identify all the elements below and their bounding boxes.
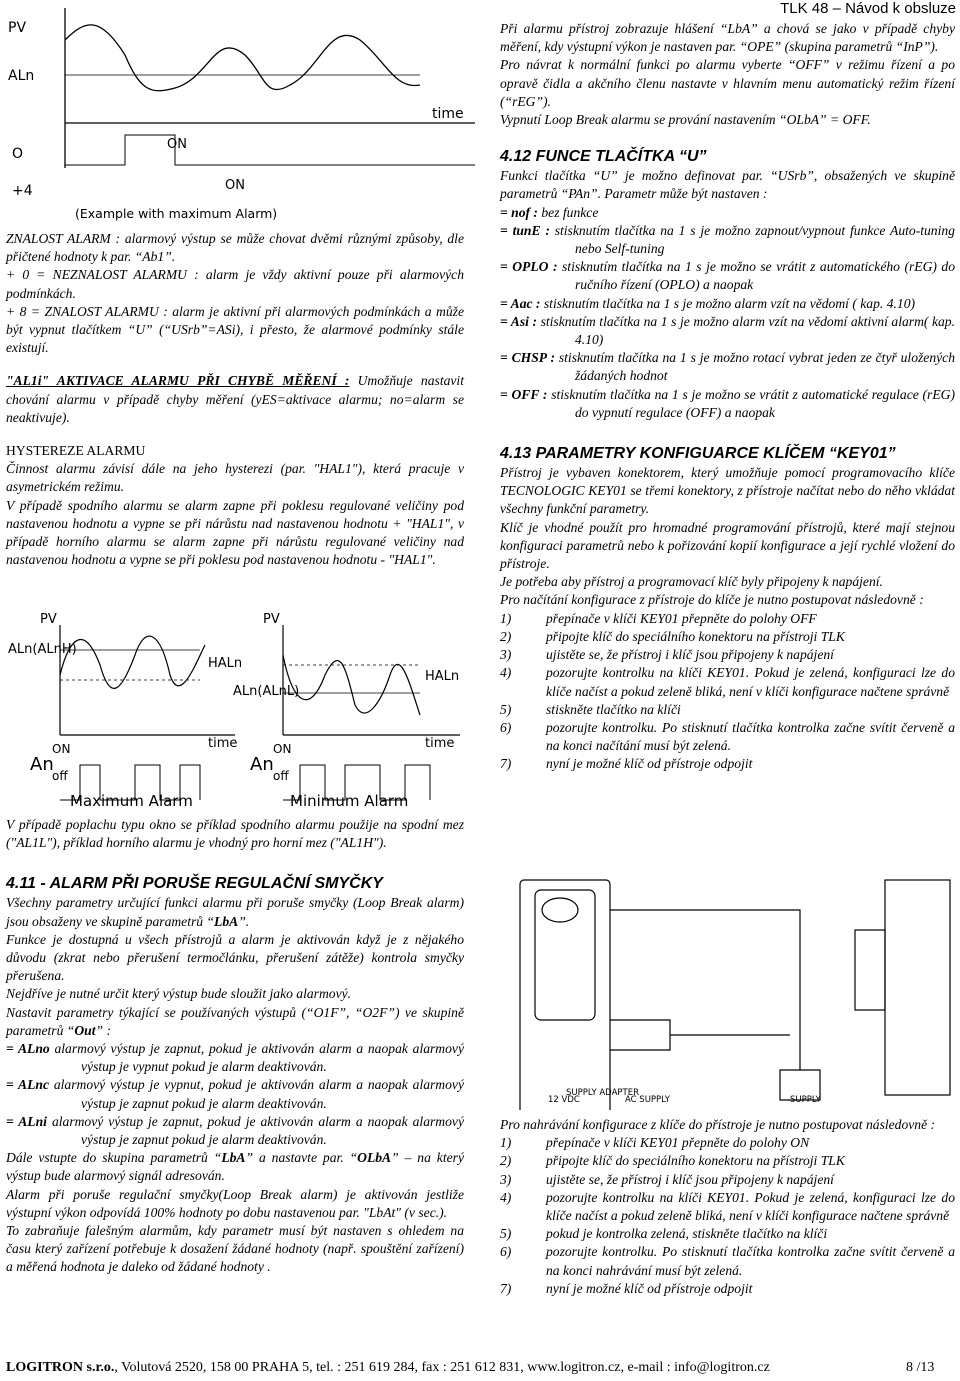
step-text: přepínače v klíči KEY01 přepněte do polohy OFF — [546, 610, 817, 626]
fig3-supply-adapter: SUPPLY ADAPTER — [566, 1088, 639, 1098]
usrb-option-desc: bez funkce — [541, 204, 599, 220]
alni-item — [6, 1113, 464, 1149]
s411-p4 — [6, 1004, 464, 1040]
fig2-on1: ON — [52, 742, 71, 756]
neznalost-paragraph: + 0 = NEZNALOST ALARMU : alarm je vždy aktivní pouze při alarmových podmínkách. — [6, 267, 464, 301]
alarm-example-figure — [0, 0, 480, 225]
fig-time-label: time — [432, 106, 464, 122]
s411-p3: Nejdříve je nutné určit který výstup bude sloužit jako alarmový. — [6, 986, 352, 1002]
right-text-block-2 — [500, 1116, 955, 1298]
s411-p6: Alarm při poruše regulační smyčky(Loop Break alarm) je aktivován jestliže výstupní výkon odpovídá 100% hodnoty po dobu nastavenou par. "LbAt" (v sec.). — [6, 1186, 464, 1220]
s413-p5: Pro nahrávání konfigurace z klíče do přístroje je nutno postupovat následovně : — [500, 1117, 936, 1132]
fig3-12vdc: 12 VDC — [548, 1095, 580, 1105]
fig2-alnh: ALn(ALnH) — [8, 642, 77, 657]
step-item — [500, 719, 955, 755]
step-item — [500, 1280, 955, 1298]
step-number: 5) — [500, 1226, 512, 1242]
step-item — [500, 755, 955, 773]
fig2-max-caption: Maximum Alarm — [70, 792, 193, 810]
fig3-supply: SUPPLY — [790, 1095, 821, 1105]
step-text: pozorujte kontrolku. Po stisknutí tlačítka kontrolka začne svítit červeně a na konci nahrávání musí být zelená. — [546, 1244, 955, 1278]
fig2-an2: An — [250, 754, 274, 775]
usrb-option — [500, 204, 955, 222]
usrb-option-key: = tunE : — [500, 222, 550, 238]
step-number: 2) — [500, 628, 512, 644]
step-item — [500, 701, 955, 719]
step-item — [500, 610, 955, 628]
step-item — [500, 664, 955, 700]
usrb-option — [500, 222, 955, 258]
step-number: 4) — [500, 1189, 512, 1205]
hysterese-p1: Činnost alarmu závisí dále na jeho hysterezi (par. "HAL1"), která pracuje v asymetrickém režimu. — [6, 461, 464, 495]
alno-value: alarmový výstup je zapnut, pokud je aktivován alarm a naopak alarmový výstup je vypnut pokud je alarm deaktivován. — [54, 1041, 464, 1075]
step-item — [500, 1152, 955, 1170]
s411-p5c: ” – na který výstup bude alarmový signál adresován. — [6, 1150, 464, 1184]
znalost-paragraph: ZNALOST ALARM : alarmový výstup se může chovat dvěmi různými způsoby, dle přičtené hodnoty k par. “Ab1”. — [6, 231, 464, 265]
alno-key: = ALno — [6, 1041, 50, 1057]
footer-page-number: 8 /13 — [906, 1360, 935, 1375]
fig2-on2: ON — [273, 742, 292, 756]
page-footer — [6, 1360, 935, 1376]
s411-p5 — [6, 1149, 464, 1185]
alni-key: = ALni — [6, 1113, 47, 1129]
fig-on2-label: ON — [225, 178, 245, 193]
page-header: TLK 48 – Návod k obsluze — [780, 0, 956, 17]
step-number: 7) — [500, 756, 512, 772]
fig2-haln2: HALn — [425, 669, 460, 684]
step-number: 3) — [500, 647, 512, 663]
step-item — [500, 628, 955, 646]
fig-aln-label: ALn — [8, 68, 35, 84]
s411-p5-code: LbA — [221, 1150, 246, 1166]
usrb-option-desc: stisknutím tlačítka na 1 s je možno zapnout/vypnout funkce Auto-tuning nebo Self-tuning — [554, 222, 955, 257]
fig2-alnl: ALn(ALnL) — [233, 684, 300, 699]
s411-p1-end: ”. — [238, 913, 250, 929]
fig-example-caption: (Example with maximum Alarm) — [75, 206, 278, 221]
fig2-time2: time — [425, 736, 455, 751]
s411-p2: Funkce je dostupná u všech přístrojů a alarm je aktivován když je z nějakého důvodu (zkrat nebo přerušení termočlánku, přerušení zátěže) kontrola smyčky přerušena. — [6, 931, 464, 984]
fig2-haln1: HALn — [208, 656, 243, 671]
step-text: pozorujte kontrolku na klíči KEY01. Pokud je zelená, konfiguraci lze do klíče načíst a pokud zeleně bliká, není v klíči konfigurace načtene správně — [546, 665, 955, 699]
step-item — [500, 1134, 955, 1152]
usrb-option-key: = OPLO : — [500, 259, 558, 275]
fig3-ac-supply: AC SUPPLY — [625, 1095, 670, 1105]
usrb-option-key: = Asi : — [500, 313, 538, 329]
step-text: připojte klíč do speciálního konektoru na přístroji TLK — [546, 1153, 845, 1169]
s411-p4a: Nastavit parametry týkající se používaných výstupů (“O1F”, “O2F”) ve skupině parametrů “ — [6, 1004, 464, 1038]
step-text: pozorujte kontrolku na klíči KEY01. Pokud je zelená, konfiguraci lze do klíče načíst a pokud zeleně bliká, není v klíči konfigurace načtene správně — [546, 1189, 955, 1224]
al1i-body: Umožňuje nastavit chování alarmu v případě chyby měření (yES=aktivace alarmu; no=alarm se neaktivuje). — [6, 373, 464, 425]
step-text: ujistěte se, že přístroj i klíč jsou připojeny k napájení — [546, 647, 834, 663]
usrb-option-key: = Aac : — [500, 295, 541, 311]
step-text: ujistěte se, že přístroj i klíč jsou připojeny k napájení — [546, 1171, 834, 1187]
usrb-option-key: = nof : — [500, 204, 538, 220]
usrb-option-key: = OFF : — [500, 386, 548, 402]
usrb-option — [500, 386, 955, 422]
s411-p1 — [6, 894, 464, 930]
usrb-option — [500, 349, 955, 385]
lba-paragraph: Při alarmu přístroj zobrazuje hlášení “LbA” a chová se jako v případě chyby měření, kdy výstupní výkon je nastaven par. “OPE” (skupina parametrů “InP”). — [500, 21, 955, 55]
step-text: nyní je možné klíč od přístroje odpojit — [546, 1280, 753, 1296]
fig2-off1: off — [52, 769, 68, 783]
step-number: 2) — [500, 1153, 512, 1169]
return-paragraph: Pro návrat k normální funkci po alarmu vyberte “OFF” v režimu řízení a po opravě čidla a akčního členu nastavte v hlavním menu automatický režim řízení (“rEG”). — [500, 57, 955, 109]
al1i-paragraph — [6, 372, 464, 427]
step-number: 5) — [500, 701, 512, 717]
fig2-an1: An — [30, 754, 54, 775]
s411-p5b: ” a nastavte par. “ — [245, 1150, 358, 1166]
s411-p4b: ” : — [95, 1022, 112, 1038]
step-number: 4) — [500, 665, 512, 681]
step-number: 1) — [500, 1135, 512, 1151]
s413-p1: Přístroj je vybaven konektorem, který umožňuje pomocí programovacího klíče TECNOLOGIC KEY01 se třemi konektory, z přístroje načítat nebo do něho vkládat všechny funkční parametry. — [500, 465, 955, 517]
step-item — [500, 646, 955, 664]
step-text: pozorujte kontrolku. Po stisknutí tlačítka kontrolka začne svítit červeně a na konci načítání musí být zelená. — [546, 719, 955, 754]
fig2-pv1: PV — [40, 612, 57, 627]
key01-connection-figure — [500, 870, 955, 1110]
right-text-block-1 — [500, 20, 955, 774]
fig2-off2: off — [273, 769, 289, 783]
s411-p5a: Dále vstupte do skupina parametrů “ — [6, 1150, 222, 1166]
step-number: 6) — [500, 1244, 512, 1260]
usrb-option-desc: stisknutím tlačítka na 1 s je možno alarm vzít na vědomí aktivní alarm( kap. 4.10) — [540, 313, 955, 348]
step-item — [500, 1189, 955, 1225]
left-text-block-2 — [6, 816, 464, 1277]
alnc-value: alarmový výstup je vypnut, pokud je aktivován alarm a naopak alarmový výstup je zapnut pokud je alarm deaktivován. — [53, 1077, 464, 1111]
olba-paragraph: Vypnutí Loop Break alarmu se prování nastavením “OLbA” = OFF. — [500, 112, 871, 128]
fig-plus4-label: +4 — [12, 183, 33, 199]
fig2-min-caption: Minimum Alarm — [290, 792, 409, 810]
fig-on-label: ON — [167, 137, 187, 152]
section-4-11-title: 4.11 - ALARM PŘI PORUŠE REGULAČNÍ SMYČKY — [6, 875, 383, 893]
upload-steps-list — [500, 1134, 955, 1298]
step-text: stiskněte tlačítko na klíči — [546, 701, 681, 717]
s411-p1-code: LbA — [214, 913, 239, 929]
usrb-option — [500, 313, 955, 349]
left-text-block-1 — [6, 230, 464, 569]
step-item — [500, 1243, 955, 1279]
step-item — [500, 1225, 955, 1243]
hysterese-p2: V případě spodního alarmu se alarm zapne při poklesu regulované veličiny pod nastavenou hodnotu a vypne se při nárůstu nad nastavenou hodnotu + "HAL1", v případě horního alarmu se alarm zapne při nárůstu regulované veličiny nad nastavenou hodnotu a vypne se při poklesu pod nastavenou hodnotu - "HAL1". — [6, 497, 464, 568]
footer-company: LOGITRON s.r.o. — [6, 1360, 115, 1375]
hysteresis-figure — [0, 605, 480, 815]
section-4-12-title: 4.12 FUNCE TLAČÍTKA “U” — [500, 148, 707, 166]
usrb-option — [500, 295, 955, 313]
znalost-8-paragraph: + 8 = ZNALOST ALARMU : alarm je aktivní při alarmových podmínkách a může být vypnut tlačítkem “U” (“USrb”=ASi), i přesto, že alarmové podmínky stále existují. — [6, 303, 464, 356]
s413-p4: Pro načítání konfigurace z přístroje do klíče je nutno postupovat následovně : — [500, 592, 924, 608]
usrb-option-desc: stisknutím tlačítka na 1 s je možno se vrátit z automatické regulace (rEG) do vypnutí regulace (OFF) a naopak — [551, 386, 955, 420]
s411-p1-text: Všechny parametry určující funkci alarmu při poruše smyčky (Loop Break alarm) jsou obsaženy ve skupině parametrů “ — [6, 895, 464, 929]
step-text: nyní je možné klíč od přístroje odpojit — [546, 756, 753, 772]
section-4-13-title: 4.13 PARAMETRY KONFIGUARCE KLÍČEM “KEY01” — [500, 445, 896, 463]
s412-p1: Funkci tlačítka “U” je možno definovat par. “USrb”, obsažených ve skupině parametrů “PAn”. Parametr může být nastaven : — [500, 168, 955, 202]
s411-p5-code2: OLbA — [357, 1150, 392, 1166]
footer-address: , Volutová 2520, 158 00 PRAHA 5, tel. : 251 619 284, fax : 251 612 831, www.logitron.cz, e-mail : info@logitron.cz — [114, 1360, 770, 1375]
hysterese-heading: HYSTEREZE ALARMU — [6, 443, 146, 459]
alnc-item — [6, 1076, 464, 1112]
step-item — [500, 1171, 955, 1189]
alno-item — [6, 1040, 464, 1076]
usrb-option-desc: stisknutím tlačítka na 1 s je možno alarm vzít na vědomí ( kap. 4.10) — [543, 295, 916, 311]
s411-p4-code: Out — [74, 1022, 96, 1038]
step-text: přepínače v klíči KEY01 přepněte do polohy ON — [546, 1135, 810, 1151]
fig-o-label: O — [12, 146, 24, 162]
s413-p3: Je potřeba aby přístroj a programovací klíč byly připojeny k napájení. — [500, 574, 883, 590]
usrb-options-list — [500, 204, 955, 422]
s413-p2: Klíč je vhodné použít pro hromadné programování přístrojů, které mají stejnou konfiguraci parametrů nebo k pořizování kopií konfigurace a její rychlé vložení do přístroje. — [500, 519, 955, 572]
usrb-option — [500, 258, 955, 294]
al1i-heading: "AL1i" AKTIVACE ALARMU PŘI CHYBĚ MĚŘENÍ : — [6, 373, 350, 389]
s411-p7: To zabraňuje falešným alarmům, kdy parametr musí být nastaven s ohledem na času který zařízení potřebuje k dosažení žádané hodnoty (např. spouštění zařízení) a měřená hodnota je daleko od žádané hodnoty . — [6, 1223, 464, 1275]
fig2-time1: time — [208, 736, 238, 751]
step-number: 6) — [500, 719, 512, 735]
alnc-key: = ALnc — [6, 1077, 50, 1093]
step-text: pokud je kontrolka zelená, stiskněte tlačítko na klíči — [546, 1226, 828, 1242]
alni-value: alarmový výstup je zapnut, pokud je aktivován alarm a naopak alarmový výstup je zapnut pokud je alarm deaktivován. — [51, 1113, 464, 1148]
usrb-option-key: = CHSP : — [500, 350, 555, 366]
usrb-option-desc: stisknutím tlačítka na 1 s je možno se vrátit z automatického (rEG) do ručního řízení (OPLO) a naopak — [562, 259, 955, 293]
step-number: 3) — [500, 1171, 512, 1187]
usrb-option-desc: stisknutím tlačítka na 1 s je možno rotací vybrat jeden ze čtyř uložených žádaných hodnot — [558, 350, 955, 384]
window-alarm-paragraph: V případě poplachu typu okno se příklad spodního alarmu použije na spodní mez ("AL1L"), příklad horního alarmu je vhodný pro horní mez ("AL1H"). — [6, 817, 464, 851]
fig2-pv2: PV — [263, 612, 280, 627]
step-number: 1) — [500, 610, 512, 626]
step-number: 7) — [500, 1280, 512, 1296]
fig-pv-label: PV — [8, 20, 27, 36]
download-steps-list — [500, 610, 955, 774]
step-text: připojte klíč do speciálního konektoru na přístroji TLK — [546, 628, 845, 644]
